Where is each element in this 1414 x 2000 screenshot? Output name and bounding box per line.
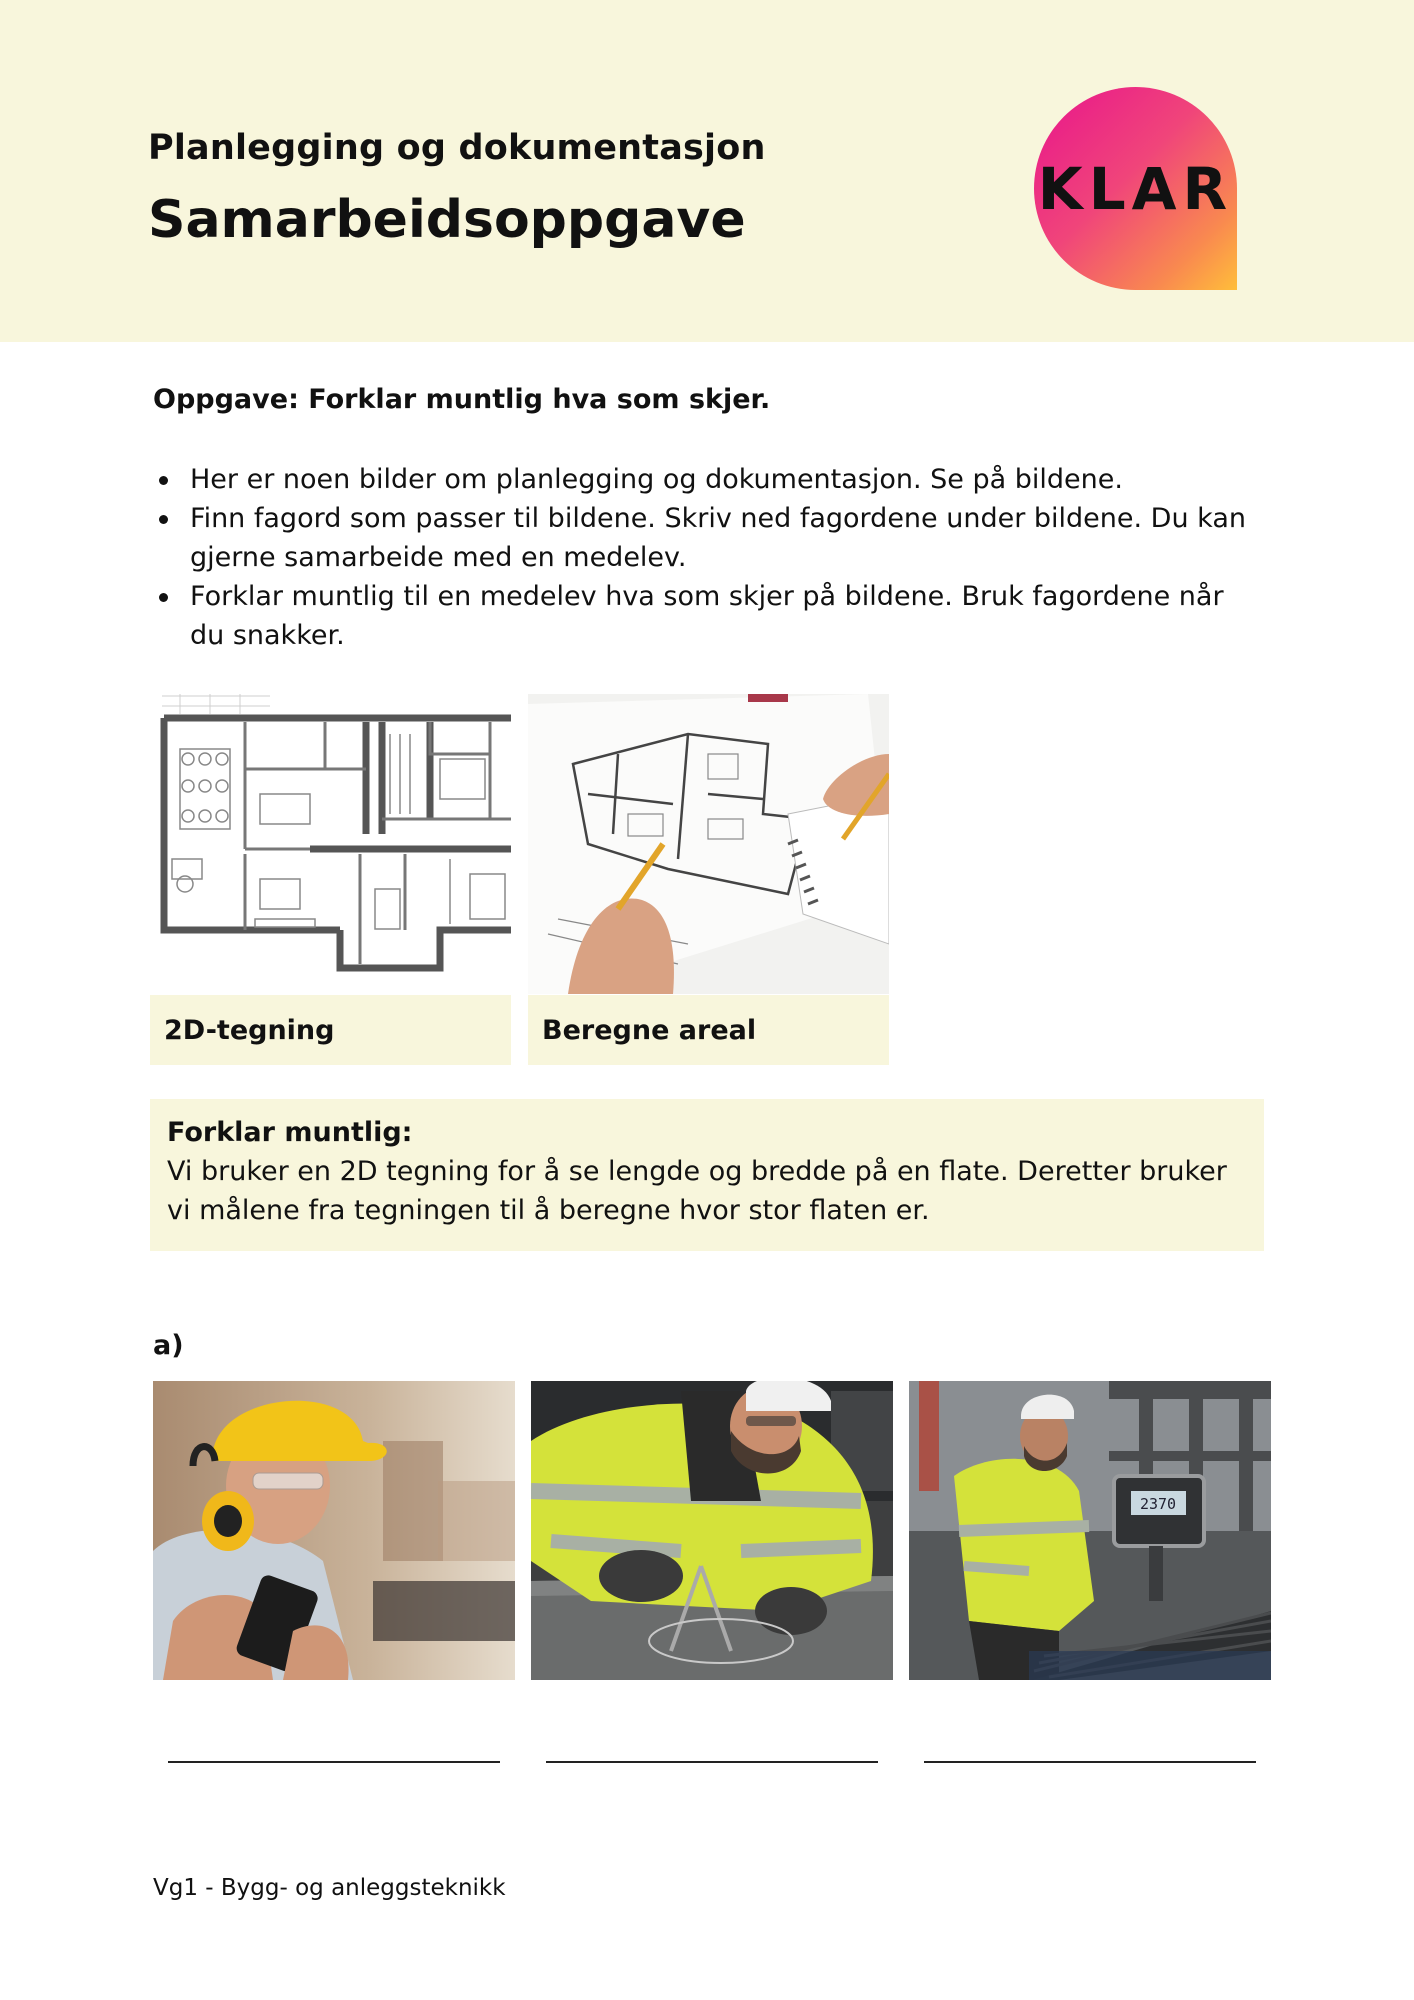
logo-text: KLAR xyxy=(1037,154,1234,223)
worker-compass-photo xyxy=(531,1381,893,1680)
worker-scale-photo xyxy=(909,1381,1271,1680)
explanation-text: Vi bruker en 2D tegning for å se lengde og bredde på en flate. Deretter bruker vi målene fra tegningen til å beregne hvor stor flaten er. xyxy=(167,1156,1227,1226)
answer-line[interactable] xyxy=(546,1761,878,1763)
task-bullet: Forklar muntlig til en medelev hva som skjer på bildene. Bruk fagordene når du snakker. xyxy=(153,577,1263,655)
klar-logo xyxy=(1034,87,1237,290)
page-footer: Vg1 - Bygg- og anleggsteknikk xyxy=(153,1875,506,1901)
task-bullet-list xyxy=(153,460,1263,655)
task-bullet: Her er noen bilder om planlegging og dokumentasjon. Se på bildene. xyxy=(153,460,1263,499)
page-title: Samarbeidsoppgave xyxy=(148,190,746,250)
worker-phone-photo xyxy=(153,1381,515,1680)
explanation-box xyxy=(150,1099,1264,1251)
part-a-label: a) xyxy=(153,1330,184,1361)
explanation-title: Forklar muntlig: xyxy=(167,1117,413,1148)
answer-line[interactable] xyxy=(924,1761,1256,1763)
example-label-2d-drawing: 2D-tegning xyxy=(150,995,511,1065)
header-band xyxy=(0,0,1414,342)
floor-plan-image xyxy=(150,694,511,994)
task-bullet: Finn fagord som passer til bildene. Skriv ned fagordene under bildene. Du kan gjerne samarbeide med en medelev. xyxy=(153,499,1263,577)
answer-line[interactable] xyxy=(168,1761,500,1763)
drawing-plan-image xyxy=(528,694,889,994)
page-subtitle: Planlegging og dokumentasjon xyxy=(148,128,766,168)
scale-display-readout: 2370 xyxy=(1139,1495,1177,1513)
task-heading: Oppgave: Forklar muntlig hva som skjer. xyxy=(153,384,771,415)
example-label-calculate-area: Beregne areal xyxy=(528,995,889,1065)
